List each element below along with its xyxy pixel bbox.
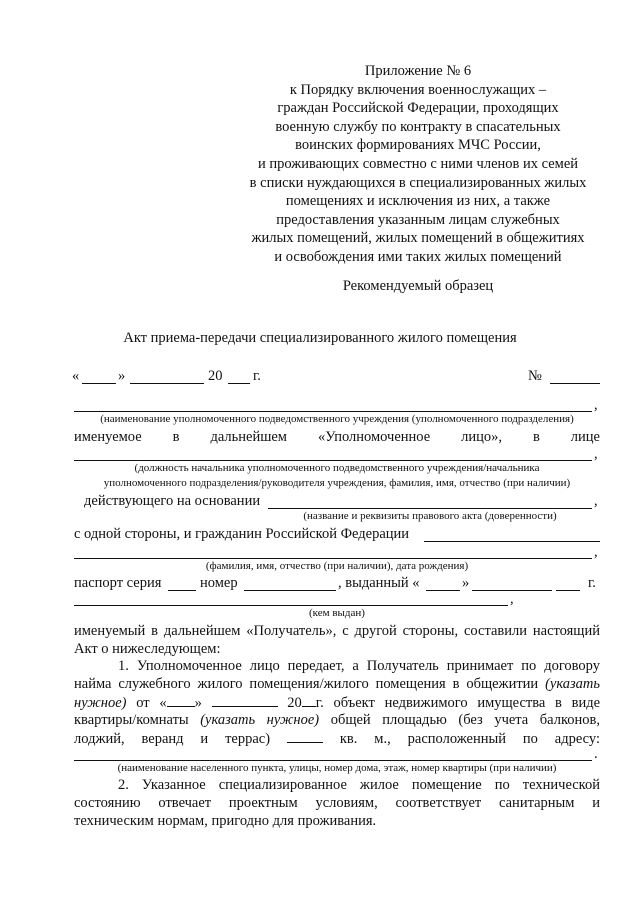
comma: , <box>594 493 598 509</box>
recipient-line: именуемый в дальнейшем «Получатель», с другой стороны, составили настоящий <box>74 623 600 639</box>
clause-2-line-1: 2. Указанное специализированное жилое помещение по технической <box>118 777 600 793</box>
clause-1-year-prefix: 20 <box>287 695 302 711</box>
clause-1-area-text: общей площадью (без учета балконов, <box>330 712 600 728</box>
act-title: Акт приема-передачи специализированного жилого помещения <box>123 330 517 346</box>
comma: , <box>594 446 598 462</box>
clause-1-line-4 <box>74 712 600 729</box>
clause-1-line-2 <box>74 676 600 693</box>
date-close-quote: » <box>118 368 126 384</box>
acting-on-basis-label: действующего на основании <box>84 493 261 509</box>
passport-number-field[interactable] <box>244 590 336 591</box>
appendix-line: граждан Российской Федерации, проходящих <box>277 100 559 117</box>
act-number-field[interactable] <box>550 383 600 384</box>
date-year-suffix: г. <box>253 368 261 384</box>
clause-1-apartment-text: квартиры/комнаты <box>74 712 189 728</box>
one-side-citizen-label: с одной стороны, и гражданин Российской Федерации <box>74 526 410 542</box>
fio-field[interactable] <box>74 558 592 559</box>
date-year-field[interactable] <box>228 383 250 384</box>
date-day-field[interactable] <box>82 383 116 384</box>
appendix-line: к Порядку включения военнослужащих – <box>289 81 547 98</box>
comma: , <box>510 591 514 607</box>
area-field[interactable] <box>287 730 323 743</box>
appendix-line: воинских формированиях МЧС России, <box>295 137 541 154</box>
clause-1-line-3 <box>74 694 600 712</box>
clause-1-needed-note: нужное) <box>74 695 127 711</box>
passport-series-field[interactable] <box>168 590 196 591</box>
appendix-line: военную службу по контракту в спасательных <box>275 118 561 135</box>
date-year-prefix: 20 <box>208 368 223 384</box>
legal-act-caption: (название и реквизиты правового акта (доверенности) <box>303 510 557 522</box>
appendix-header <box>226 62 610 267</box>
appendix-line: предоставления указанным лицам служебных <box>276 211 560 228</box>
period: . <box>594 746 598 762</box>
clause-1-address-text: кв. м., расположенный по адресу: <box>339 731 600 747</box>
issued-label: , выданный « <box>338 575 420 591</box>
appendix-line: и освобождения ими таких жилых помещений <box>274 248 562 265</box>
legal-act-field[interactable] <box>268 508 592 509</box>
appendix-line: в списки нуждающихся в специализированных жилых <box>249 174 587 191</box>
fio-caption: (фамилия, имя, отчество (при наличии), дата рождения) <box>205 560 469 572</box>
passport-series-label: паспорт серия <box>74 575 162 591</box>
date-open-quote: « <box>72 368 80 384</box>
issued-by-caption: (кем выдан) <box>309 607 365 619</box>
clause-2-line-2: состоянию отвечает проектным условиям, соответствует санитарным и <box>74 795 600 811</box>
comma: , <box>594 544 598 560</box>
clause-1-specify-note: (указать <box>545 676 600 692</box>
appendix-line: Приложение № 6 <box>364 63 472 79</box>
appendix-line: жилых помещений, жилых помещений в общежитиях <box>251 230 585 247</box>
clause-2-line-3: техническим нормам, пригодно для проживания. <box>74 813 377 829</box>
passport-number-label: номер <box>200 575 238 591</box>
clause-1-loggias-text: лоджий, веранд и террас) <box>74 731 271 747</box>
clause-1-line-1: 1. Уполномоченное лицо передает, а Получатель принимает по договору <box>118 658 600 674</box>
number-label: № <box>528 368 542 384</box>
recommended-sample-label: Рекомендуемый образец <box>342 278 494 294</box>
organization-caption: (наименование уполномоченного подведомственного учреждения (уполномоченного подразделения) <box>100 413 574 425</box>
clause-1-from-label: от « <box>136 695 167 711</box>
address-field[interactable] <box>74 760 592 761</box>
issued-year-suffix: г. <box>588 575 596 591</box>
issued-by-field[interactable] <box>74 605 508 606</box>
position-caption-line-2: уполномоченного подразделения/руководителя учреждения, фамилия, имя, отчество (при наличии) <box>103 477 571 489</box>
address-caption: (наименование населенного пункта, улицы, номер дома, этаж, номер квартиры (при наличии) <box>117 762 557 774</box>
contract-month-field[interactable] <box>212 694 278 707</box>
date-month-field[interactable] <box>130 383 204 384</box>
clause-1-line-2-text: найма служебного жилого помещения/жилого помещения в общежитии <box>74 676 539 692</box>
issued-year-field[interactable] <box>556 590 580 591</box>
position-caption-line-1: (должность начальника уполномоченного подведомственного учреждения/начальника <box>134 462 540 474</box>
organization-field[interactable] <box>74 411 592 412</box>
position-field[interactable] <box>74 460 592 461</box>
appendix-line: помещениях и исключения из них, а также <box>285 193 551 210</box>
contract-day-field[interactable] <box>167 694 195 707</box>
clause-1-line-5 <box>74 730 600 748</box>
clause-1-object-text: г. объект недвижимого имущества в виде <box>315 695 601 711</box>
named-authorized-line: именуемое в дальнейшем «Уполномоченное лицо», в лице <box>74 429 600 445</box>
clause-1-close-quote: » <box>194 695 202 711</box>
contract-year-field[interactable] <box>302 694 316 707</box>
act-heading-line: Акт о нижеследующем: <box>74 641 221 657</box>
comma: , <box>594 397 598 413</box>
appendix-line: и проживающих совместно с ними членов их семей <box>257 155 579 172</box>
clause-1-specify-needed-note: (указать нужное) <box>200 712 320 728</box>
issued-day-field[interactable] <box>426 590 460 591</box>
citizen-field[interactable] <box>424 541 600 542</box>
issued-close-quote: » <box>462 575 470 591</box>
